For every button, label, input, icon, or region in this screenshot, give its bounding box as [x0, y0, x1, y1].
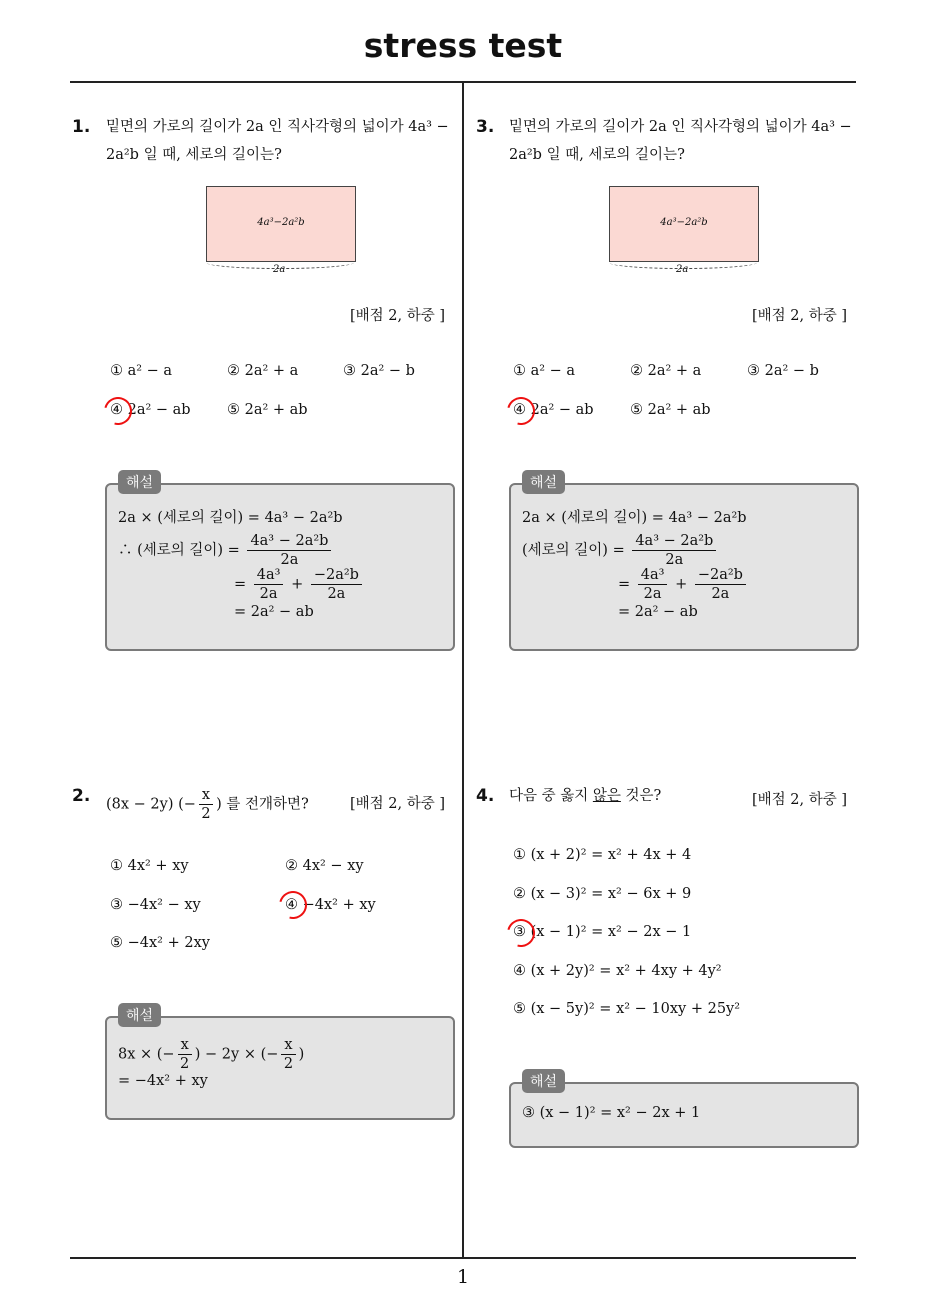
column-divider — [462, 83, 464, 1258]
fraction-numerator: x — [199, 786, 213, 805]
choice-5[interactable]: ⑤ 2a² + ab — [630, 402, 711, 418]
page-title: stress test — [363, 26, 563, 65]
fraction — [178, 1036, 192, 1073]
choice-4[interactable]: ④ 2a² − ab — [110, 402, 191, 418]
choice-5[interactable]: ⑤ −4x² + 2xy — [110, 935, 210, 951]
fraction-numerator: −2a²b — [695, 566, 746, 585]
choice-3[interactable]: ③ (x − 1)² = x² − 2x − 1 — [513, 924, 692, 940]
choice-5[interactable]: ⑤ 2a² + ab — [227, 402, 308, 418]
fraction — [247, 532, 331, 569]
choice-3[interactable]: ③ −4x² − xy — [110, 897, 201, 913]
answer-mark — [99, 392, 137, 430]
answer-mark — [502, 914, 540, 952]
fraction-numerator: 4a³ − 2a²b — [632, 532, 716, 551]
explanation-text: (세로의 길이) = — [522, 542, 625, 559]
answer-mark — [274, 886, 312, 924]
footer-rule — [70, 1257, 856, 1259]
explanation-line — [118, 1036, 304, 1073]
question-number: 3. — [476, 117, 495, 137]
choice-4[interactable]: ④ 2a² − ab — [513, 402, 594, 418]
fraction-numerator: −2a²b — [311, 566, 362, 585]
question-text-part: 것은? — [620, 788, 662, 804]
fraction — [311, 566, 362, 603]
fraction-denominator: 2a — [259, 586, 278, 602]
fraction-numerator: 4a³ — [254, 566, 284, 585]
explanation-text: 8x × (− — [118, 1046, 175, 1063]
question-number: 1. — [72, 117, 91, 137]
fraction — [254, 566, 284, 603]
explanation-line — [118, 532, 334, 569]
choice-4[interactable]: ④ −4x² + xy — [285, 897, 376, 913]
choice-5[interactable]: ⑤ (x − 5y)² = x² − 10xy + 25y² — [513, 1001, 741, 1017]
answer-mark — [502, 392, 540, 430]
choice-1[interactable]: ① a² − a — [110, 363, 173, 379]
fraction-denominator: 2a — [327, 586, 346, 602]
figure-width-label: 2a — [273, 264, 286, 275]
choice-2[interactable]: ② 4x² − xy — [285, 858, 364, 874]
rectangle-figure — [609, 186, 759, 262]
choice-1[interactable]: ① a² − a — [513, 363, 576, 379]
fraction-denominator: 2 — [201, 806, 211, 822]
explanation-line: 2a × (세로의 길이) = 4a³ − 2a²b — [522, 510, 747, 526]
fraction-denominator: 2a — [643, 586, 662, 602]
equals-sign: = — [618, 576, 631, 593]
explanation-line: = 2a² − ab — [618, 604, 698, 620]
question-text-line: 밑면의 가로의 길이가 2a 인 직사각형의 넓이가 4a³ − — [509, 119, 852, 135]
explanation-line: = 2a² − ab — [234, 604, 314, 620]
choice-2[interactable]: ② 2a² + a — [630, 363, 702, 379]
choice-2[interactable]: ② (x − 3)² = x² − 6x + 9 — [513, 886, 692, 902]
explanation-tag: 해설 — [118, 470, 161, 494]
score-label: [배점 2, 하중 ] — [752, 308, 848, 324]
question-text — [509, 782, 661, 810]
question-text-part: (8x − 2y) (− — [106, 796, 196, 813]
question-text — [106, 786, 309, 823]
explanation-line: 2a × (세로의 길이) = 4a³ − 2a²b — [118, 510, 343, 526]
fraction — [638, 566, 668, 603]
fraction — [199, 786, 213, 823]
explanation-line — [618, 566, 749, 603]
figure-area-label: 4a³−2a²b — [257, 217, 305, 228]
underlined-word: 않은 — [592, 788, 621, 804]
fraction — [632, 532, 716, 569]
question-number: 2. — [72, 786, 91, 806]
figure-area-label: 4a³−2a²b — [660, 217, 708, 228]
fraction-denominator: 2a — [280, 552, 299, 568]
explanation-line — [234, 566, 365, 603]
explanation-tag: 해설 — [522, 470, 565, 494]
fraction — [281, 1036, 295, 1073]
question-text-line: 2a²b 일 때, 세로의 길이는? — [509, 147, 685, 163]
equals-sign: = — [234, 576, 247, 593]
choice-4[interactable]: ④ (x + 2y)² = x² + 4xy + 4y² — [513, 963, 722, 979]
fraction-denominator: 2a — [665, 552, 684, 568]
fraction-denominator: 2 — [283, 1056, 294, 1072]
explanation-text: ) — [298, 1046, 305, 1063]
choice-3[interactable]: ③ 2a² − b — [747, 363, 819, 379]
explanation-line: = −4x² + xy — [118, 1073, 208, 1089]
fraction-numerator: 4a³ — [638, 566, 668, 585]
explanation-text: ∴ (세로의 길이) = — [118, 542, 240, 559]
fraction-numerator: x — [178, 1036, 192, 1055]
score-label: [배점 2, 하중 ] — [350, 308, 446, 324]
explanation-text: ) − 2y × (− — [194, 1046, 279, 1063]
explanation-line: ③ (x − 1)² = x² − 2x + 1 — [522, 1105, 701, 1121]
page-number: 1 — [456, 1266, 470, 1288]
rectangle-figure — [206, 186, 356, 262]
choice-3[interactable]: ③ 2a² − b — [343, 363, 415, 379]
explanation-tag: 해설 — [118, 1003, 161, 1027]
fraction-denominator: 2a — [711, 586, 730, 602]
question-text-line: 2a²b 일 때, 세로의 길이는? — [106, 147, 282, 163]
question-text-line: 밑면의 가로의 길이가 2a 인 직사각형의 넓이가 4a³ − — [106, 119, 449, 135]
plus-sign: + — [291, 576, 304, 593]
choice-1[interactable]: ① 4x² + xy — [110, 858, 189, 874]
fraction — [695, 566, 746, 603]
question-text — [106, 113, 456, 169]
choice-1[interactable]: ① (x + 2)² = x² + 4x + 4 — [513, 847, 692, 863]
question-text-part: 다음 중 옳지 — [509, 788, 593, 804]
question-text-part: ) 를 전개하면? — [216, 796, 309, 813]
fraction-numerator: x — [281, 1036, 295, 1055]
figure-width-label: 2a — [676, 264, 689, 275]
score-label: [배점 2, 하중 ] — [752, 792, 848, 808]
question-number: 4. — [476, 786, 495, 806]
choice-2[interactable]: ② 2a² + a — [227, 363, 299, 379]
plus-sign: + — [675, 576, 688, 593]
explanation-tag: 해설 — [522, 1069, 565, 1093]
question-text — [509, 113, 861, 169]
fraction-numerator: 4a³ − 2a²b — [247, 532, 331, 551]
fraction-denominator: 2 — [180, 1056, 190, 1072]
score-label: [배점 2, 하중 ] — [350, 796, 446, 812]
explanation-line — [522, 532, 719, 569]
